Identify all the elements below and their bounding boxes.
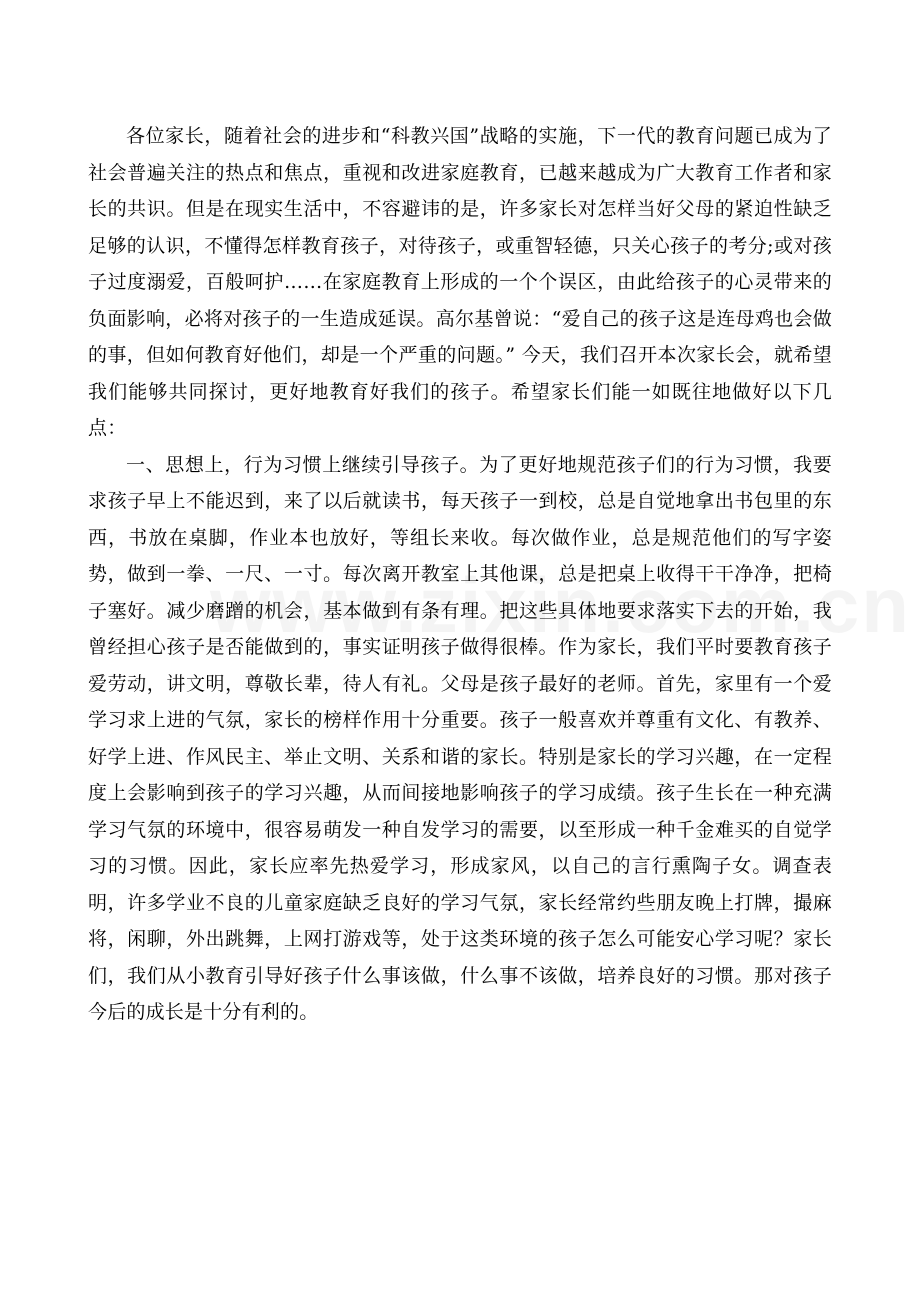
paragraph-intro: 各位家长，随着社会的进步和“科教兴国”战略的实施，下一代的教育问题已成为了社会普遍关注的热点和焦点，重视和改进家庭教育，已越来越成为广大教育工作者和家长的共识。但是在现实生活中，不容避讳的是，许多家长对怎样当好父母的紧迫性缺乏足够的认识，不懂得怎样教育孩子，对待孩子，或重智轻德，只关心孩子的考分;或对孩子过度溺爱，百般呵护……在家庭教育上形成的一个个误区，由此给孩子的心灵带来的负面影响，必将对孩子的一生造成延误。高尔基曾说：“爱自己的孩子这是连母鸡也会做的事，但如何教育好他们，却是一个严重的问题。” 今天，我们召开本次家长会，就希望我们能够共同探讨，更好地教育好我们的孩子。希望家长们能一如既往地做好以下几点： [88, 125, 832, 439]
paragraph-behavior-habits: 一、思想上，行为习惯上继续引导孩子。为了更好地规范孩子们的行为习惯，我要求孩子早上不能迟到，来了以后就读书，每天孩子一到校，总是自觉地拿出书包里的东西，书放在桌脚，作业本也放好，等组长来收。每次做作业，总是规范他们的写字姿势，做到一拳、一尺、一寸。每次离开教室上其他课，总是把桌上收得干干净净，把椅子塞好。减少磨蹭的机会，基本做到有条有理。把这些具体地要求落实下去的开始，我曾经担心孩子是否能做到的，事实证明孩子做得很棒。作为家长，我们平时要教育孩子爱劳动，讲文明，尊敬长辈，待人有礼。父母是孩子最好的老师。首先，家里有一个爱学习求上进的气氛，家长的榜样作用十分重要。孩子一般喜欢并尊重有文化、有教养、好学上进、作风民主、举止文明、关系和谐的家长。特别是家长的学习兴趣，在一定程度上会影响到孩子的学习兴趣，从而间接地影响孩子的学习成绩。孩子生长在一种充满学习气氛的环境中，很容易萌发一种自发学习的需要，以至形成一种千金难买的自觉学习的习惯。因此，家长应率先热爱学习，形成家风，以自己的言行熏陶子女。调查表明，许多学业不良的儿童家庭缺乏良好的学习气氛，家长经常约些朋友晚上打牌，撮麻将，闲聊，外出跳舞，上网打游戏等，处于这类环境的孩子怎么可能安心学习呢？家长们，我们从小教育引导好孩子什么事该做，什么事不该做，培养良好的习惯。那对孩子今后的成长是十分有利的。 [88, 453, 832, 1023]
